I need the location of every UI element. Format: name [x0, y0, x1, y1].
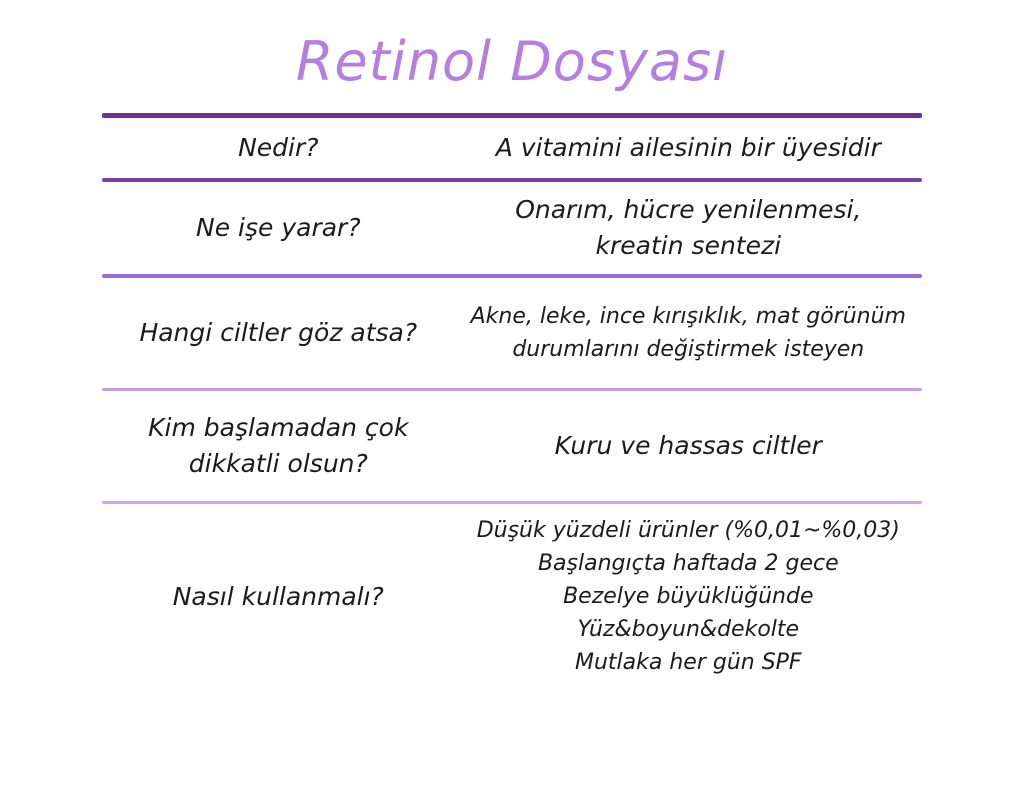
row-value-line: A vitamini ailesinin bir üyesidir [495, 132, 881, 162]
row-value-line: Akne, leke, ince kırışıklık, mat görünüm [470, 304, 906, 330]
table-row [102, 504, 922, 689]
row-label-line: olsun? [287, 449, 368, 479]
row-value [455, 192, 922, 265]
info-table [102, 113, 922, 690]
row-value-line: Başlangıçta haftada 2 gece [537, 551, 839, 577]
row-value-line: Kuru ve hassas ciltler [554, 431, 822, 461]
row-value-line: Bezelye büyüklüğünde [563, 584, 814, 610]
row-value-line: Onarım, hücre yenilenmesi, [515, 194, 862, 224]
row-label-line: göz atsa? [298, 318, 418, 348]
row-value-line: Düşük yüzdeli ürünler (%0,01~%0,03) [476, 518, 900, 544]
row-value [455, 428, 922, 464]
row-value [455, 300, 922, 366]
row-value-line: Mutlaka her gün SPF [574, 650, 802, 676]
row-label [102, 315, 455, 351]
row-label-line: Kim başlamadan çok dikkatli [148, 413, 409, 479]
table-row [102, 118, 922, 178]
row-label: Nedir? [238, 132, 319, 162]
row-value-line: kreatin sentezi [595, 231, 782, 261]
row-label-line: Hangi ciltler [139, 318, 291, 348]
table-row [102, 391, 922, 501]
row-value [455, 130, 922, 166]
page-title: Retinol Dosyası [295, 30, 729, 93]
table-row [102, 278, 922, 388]
row-value [455, 514, 922, 679]
row-label: Nasıl kullanmalı? [172, 581, 384, 611]
row-value-line: durumlarını değiştirmek isteyen [512, 337, 865, 363]
row-value-line: Yüz&boyun&dekolte [577, 617, 800, 643]
row-label: Ne işe yarar? [196, 212, 361, 242]
row-label [102, 410, 455, 483]
table-row [102, 182, 922, 275]
